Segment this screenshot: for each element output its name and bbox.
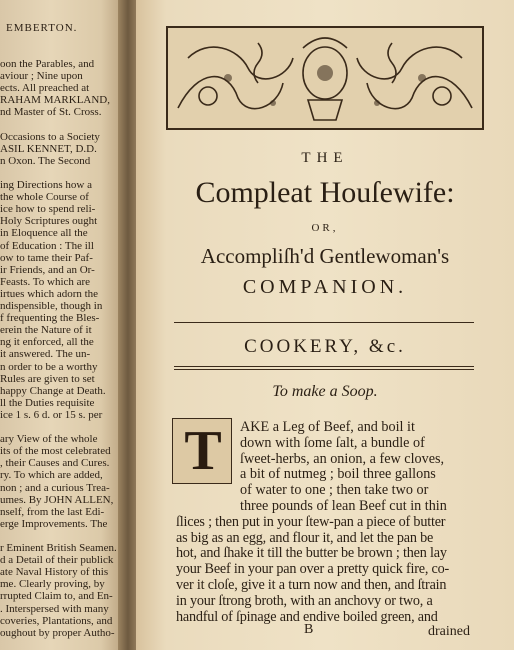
signature-mark: B	[304, 622, 314, 637]
recipe-body-line: your Beef in your pan over a pretty quick fire, co-	[176, 561, 450, 578]
catchword: drained	[428, 624, 470, 639]
left-page-line: ects. All preached at	[0, 82, 90, 95]
left-page	[0, 0, 126, 650]
left-page-line: ll the Duties requisite	[0, 396, 95, 409]
drop-cap-frame	[172, 418, 232, 484]
left-page-line: Feasts. To which are	[0, 275, 91, 288]
recipe-body-line: ſlices ; then put in your ſtew-pan a piece of butter	[176, 513, 446, 530]
left-page-line: ir Friends, and an Or-	[0, 263, 95, 276]
left-page-line: ice how to spend reli-	[0, 203, 96, 216]
left-page-line: oon the Parables, and	[0, 58, 95, 70]
left-page-line: ate Naval History of this	[0, 566, 109, 579]
rule-top	[174, 322, 474, 323]
recipe-body-line: a bit of nutmeg ; boil three gallons	[240, 466, 436, 483]
left-page-line: irtues which adorn the	[0, 287, 99, 300]
left-page-line: the whole Course of	[0, 191, 89, 204]
left-page-line: nd Master of St. Cross.	[0, 106, 102, 119]
left-page-line: of Education : The ill	[0, 239, 94, 252]
rule-bottom	[174, 366, 474, 367]
left-page-line: ndispensible, though in	[0, 300, 103, 312]
drop-cap-letter: T	[184, 420, 222, 482]
companion-word: COMPANION.	[242, 276, 408, 298]
left-page-line: n order to be a worthy	[0, 360, 98, 373]
left-page-line: Holy Scriptures ought	[0, 215, 98, 228]
recipe-body-line: in your ſtrong broth, with an anchovy or two, a	[176, 592, 433, 609]
left-page-line: aviour ; Nine upon	[0, 70, 83, 83]
left-page-line: non ; and a curious Trea-	[0, 481, 110, 494]
recipe-body-line: down with ſome ſalt, a bundle of	[240, 434, 425, 451]
left-page-line: d a Detail of their publick	[0, 554, 114, 567]
left-page-line: erge Improvements. The	[0, 517, 108, 530]
or-word: OR,	[311, 222, 339, 234]
left-page-line: ary View of the whole	[0, 433, 98, 446]
left-page-line: in Eloquence all the	[0, 227, 88, 240]
left-page-line: ing Directions how a	[0, 179, 92, 191]
left-page-line: ry. To which are added,	[0, 469, 103, 482]
left-page-line: ice 1 s. 6 d. or 15 s. per	[0, 408, 103, 421]
left-page-line: . Interspersed with many	[0, 602, 109, 615]
the-word: THE	[301, 150, 349, 166]
left-page-line: its of the most celebrated	[0, 445, 111, 458]
recipe-body-line: three pounds of lean Beef cut in thin	[240, 498, 447, 514]
left-page-line: RAHAM MARKLAND,	[0, 94, 111, 107]
left-page-line: , their Causes and Cures.	[0, 457, 110, 470]
recipe-body-line: ſweet-herbs, an onion, a few cloves,	[240, 450, 445, 467]
left-page-line: erein the Nature of it	[0, 324, 92, 337]
left-page-line: nself, from the last Edi-	[0, 505, 105, 518]
left-page-line: Rules are given to set	[0, 372, 95, 385]
recipe-body-line: ver it cloſe, give it a turn now and then, and ſtrain	[176, 577, 447, 593]
left-page-line: me. Clearly proving, by	[0, 578, 105, 591]
left-page-line: f frequenting the Bles-	[0, 312, 100, 325]
left-page-line: ng it enforced, all the	[0, 336, 94, 349]
recipe-body-line: as big as an egg, and flour it, and let the pan be	[176, 529, 434, 546]
left-page-line: r Eminent British Seamen.	[0, 542, 117, 554]
left-page-line: happy Change at Death.	[0, 384, 106, 397]
left-page-line: n Oxon. The Second	[0, 154, 91, 167]
left-page-line: it answered. The un-	[0, 348, 91, 361]
left-page-line: rrupted Claim to, and En-	[0, 590, 113, 603]
rule-bottom-double	[174, 369, 474, 370]
left-page-line: oughout by proper Autho-	[0, 626, 115, 639]
left-page-line: ASIL KENNET, D.D.	[0, 142, 97, 155]
recipe-body-line: hot, and ſhake it till the butter be brown ; then lay	[176, 545, 447, 562]
book-title: Compleat Houſewife:	[195, 176, 455, 209]
left-page-header: EMBERTON.	[6, 22, 78, 34]
left-page-line: Occasions to a Society	[0, 130, 100, 143]
left-page-line: umes. By JOHN ALLEN,	[0, 493, 114, 506]
ornament-engraving	[168, 28, 482, 128]
recipe-title: To make a Soop.	[272, 383, 378, 400]
recipe-body-line: AKE a Leg of Beef, and boil it	[240, 419, 415, 435]
left-page-line: coveries, Plantations, and	[0, 614, 113, 627]
headpiece-ornament	[166, 26, 484, 130]
section-heading: COOKERY, &c.	[244, 336, 406, 357]
book-subtitle: Accompliſh'd Gentlewoman's	[200, 244, 450, 268]
recipe-body-line: handful of ſpinage and endive boiled green, and	[176, 608, 438, 625]
left-page-line: ow to tame their Paf-	[0, 251, 93, 264]
recipe-body-line: of water to one ; then take two or	[240, 482, 429, 499]
right-page	[136, 0, 514, 650]
